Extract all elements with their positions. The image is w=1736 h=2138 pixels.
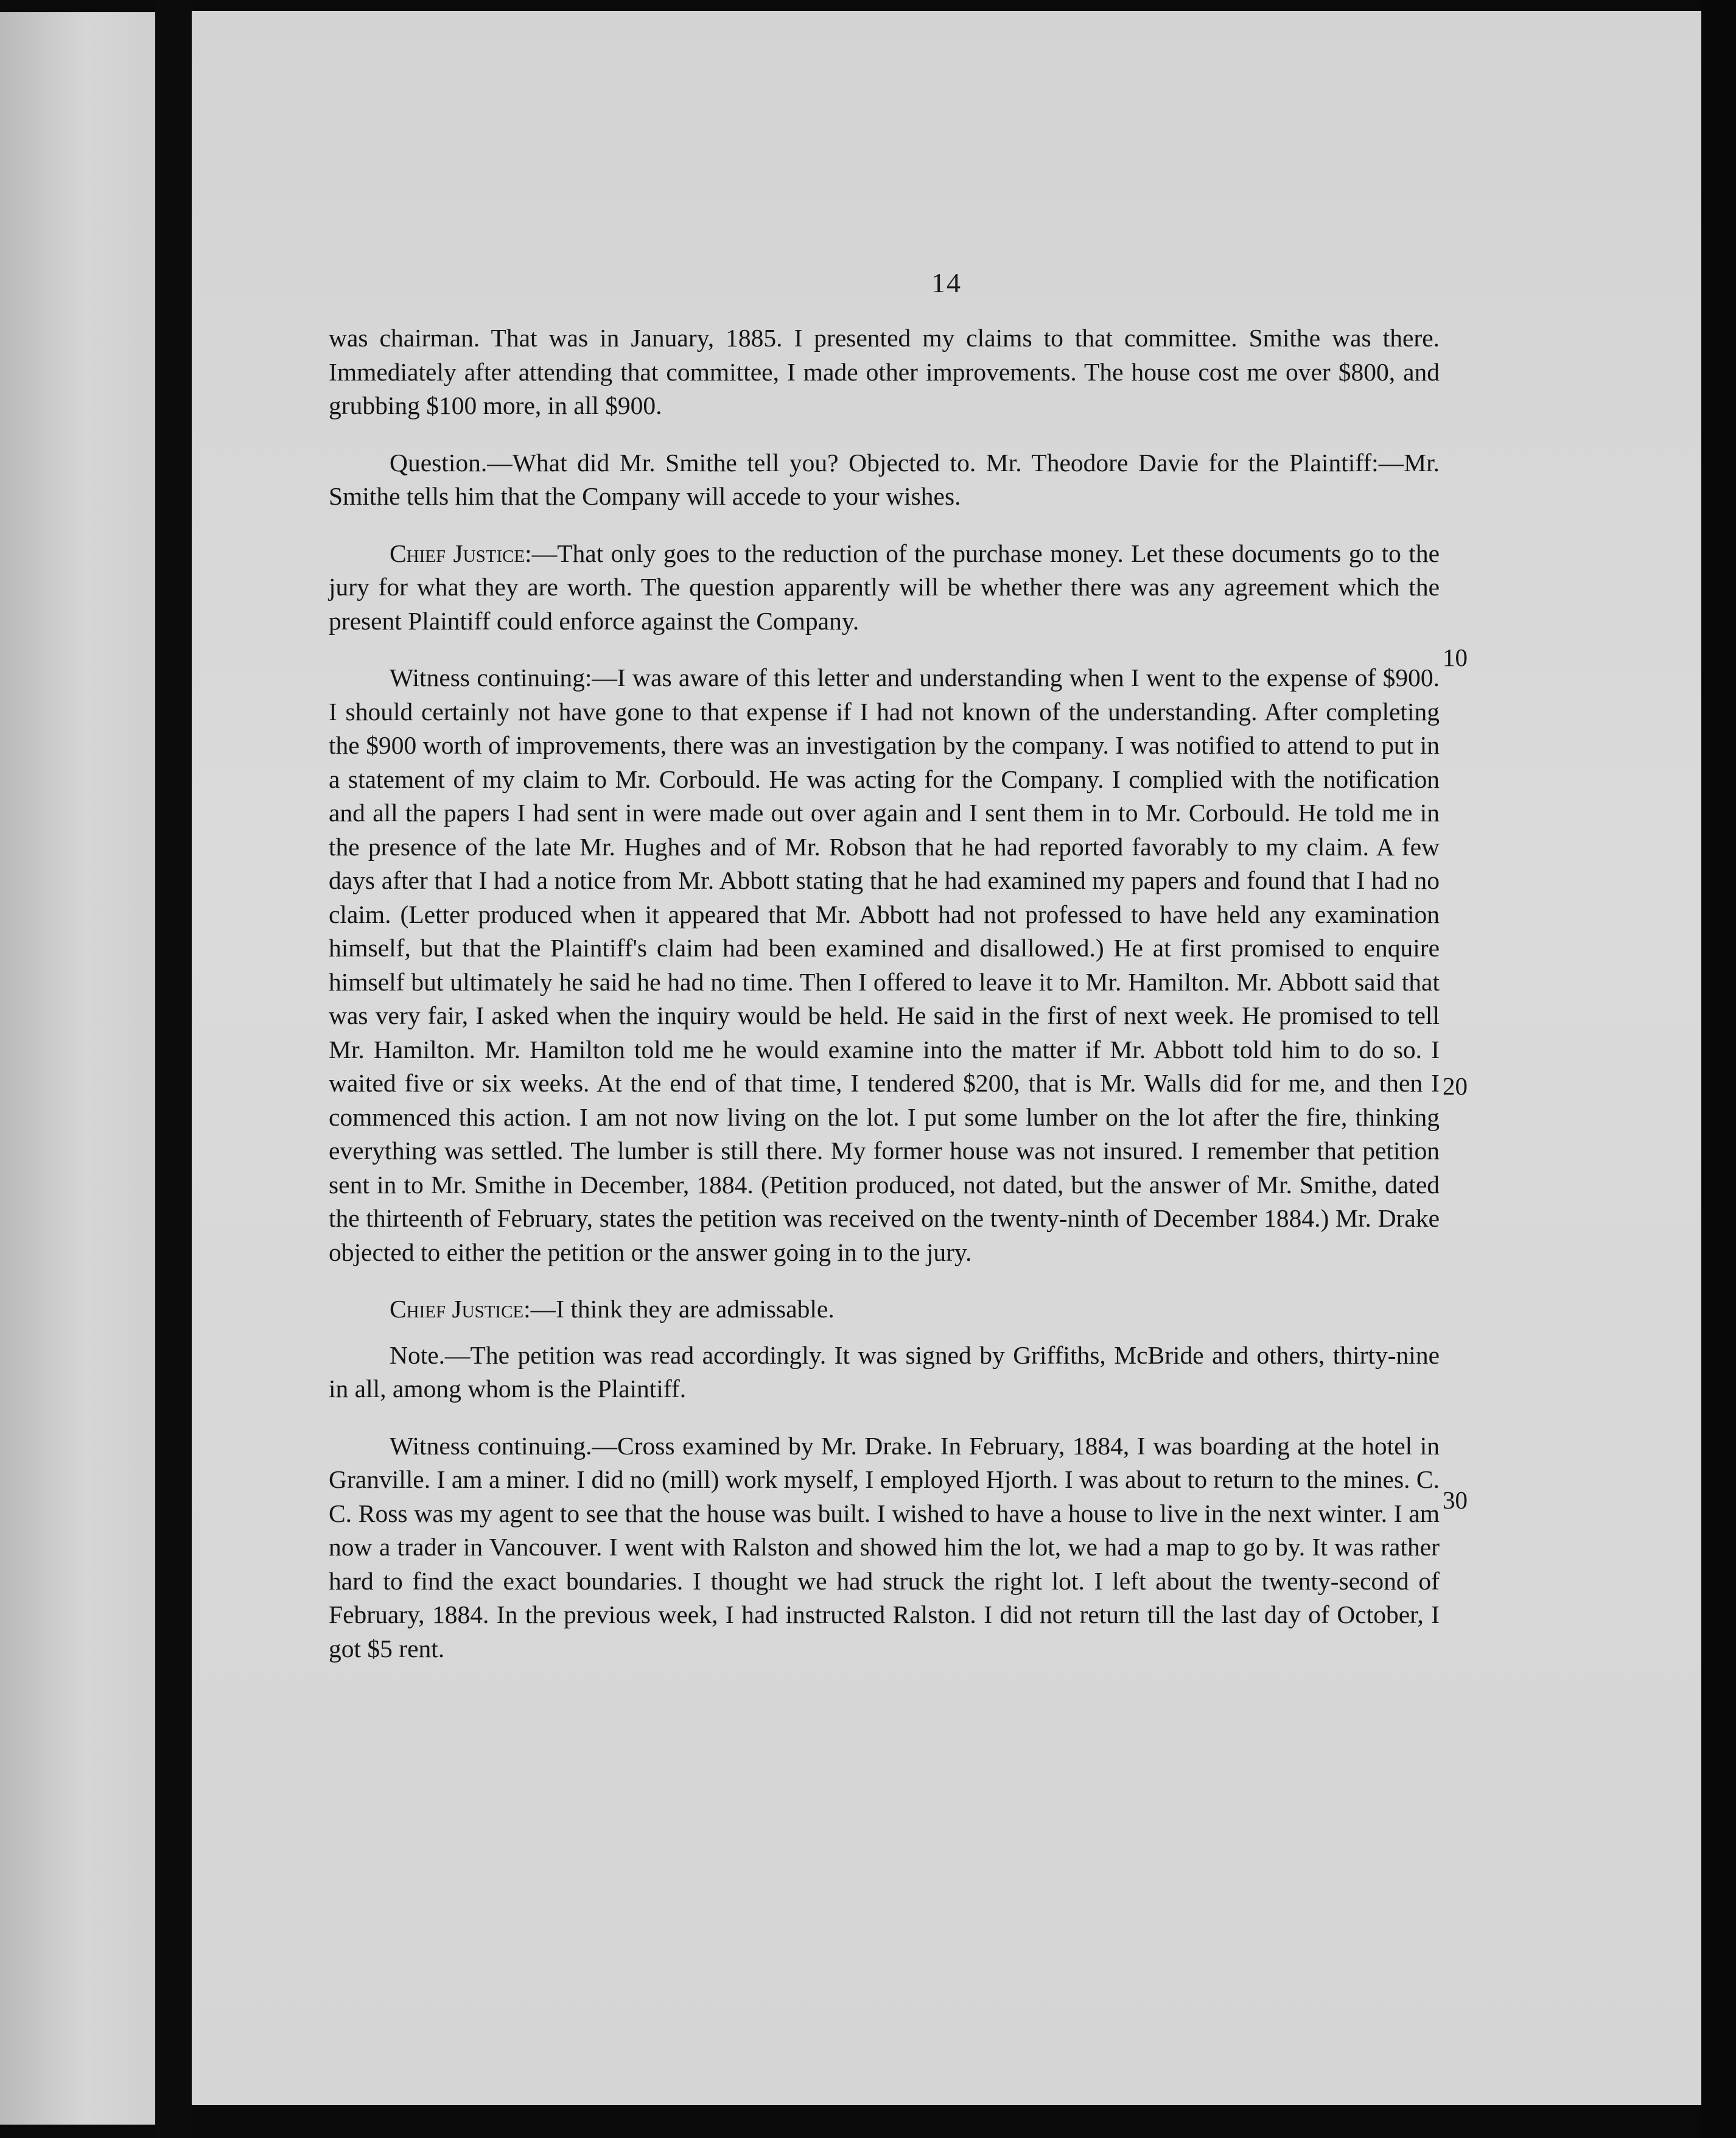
speaker-text: :—I think they are admissable. — [523, 1295, 835, 1323]
paragraph-witness-continuing: Witness continuing:—I was aware of this letter and understanding when I went to the expense of $900. I should certainly not have gone to that expense if I had not known of the understanding. After completing the $900 worth of improvements, there was an investigation by the company. I was notified to attend to put in a statement of my claim to Mr. Corbould. He was acting for the Company. I complied with the notification and all the papers I had sent in were made out over again and I sent them in to Mr. Corbould. He told me in the presence of the late Mr. Hughes and of Mr. Robson that he had reported favorably to my claim. A few days after that I had a notice from Mr. Abbott stating that he had examined my papers and found that I had no claim. (Letter produced when it appeared that Mr. Abbott had not professed to have held any examination himself, but that the Plaintiff's claim had been examined and disallowed.) He at first promised to enquire himself but ultimately he said he had no time. Then I offered to leave it to Mr. Hamilton. Mr. Abbott said that was very fair, I asked when the inquiry would be held. He said in the first of next week. He promised to tell Mr. Hamilton. Mr. Hamilton told me he would examine into the matter if Mr. Abbott told him to do so. I waited five or six weeks. At the end of that time, I tendered $200, that is Mr. Walls did for me, and then I commenced this action. I am not now living on the lot. I put some lumber on the lot after the fire, thinking everything was settled. The lumber is still there. My former house was not insured. I remember that petition sent in to Mr. Smithe in December, 1884. (Petition produced, not dated, but the answer of Mr. Smithe, dated the thirteenth of February, states the petition was received on the twenty-ninth of December 1884.) Mr. Drake objected to either the petition or the answer going in to the jury. — [329, 664, 1440, 1266]
paragraph-cross-examination: Witness continuing.—Cross examined by Mr. Drake. In February, 1884, I was boarding at the hotel in Granville. I am a miner. I did no (mill) work myself, I employed Hjorth. I was about to return to the mines. C. C. Ross was my agent to see that the house was built. I wished to have a house to live in the next winter. I am now a trader in Vancouver. I went with Ralston and showed him the lot, we had a map to go by. It was rather hard to find the exact boundaries. I thought we had struck the right lot. I left about the twenty-second of February, 1884. In the previous week, I had instructed Ralston. I did not return till the last day of October, I got $5 rent. — [329, 1431, 1440, 1663]
page-number: 14 — [931, 267, 962, 298]
speaker-label: Chief Justice — [390, 539, 525, 567]
speaker-label: Chief Justice — [390, 1295, 524, 1323]
paragraph-question: Question.—What did Mr. Smithe tell you? Objected to. Mr. Theodore Davie for the Plaintiff:—Mr. Smithe tells him that the Company will accede to your wishes. — [329, 448, 1440, 510]
paragraph-note: Note.—The petition was read accordingly. It was signed by Griffiths, McBride and others, thirty-nine in all, among whom is the Plaintiff. — [329, 1341, 1440, 1403]
paragraph-committee: was chairman. That was in January, 1885. I presented my claims to that committee. Smithe was there. Immediately after attending that committee, I made other improvements. The house cost me over $800, and grubbing $100 more, in all $900. — [329, 324, 1440, 419]
page-body — [329, 321, 1440, 1666]
line-number-10: 10 — [1443, 643, 1468, 671]
book-gutter — [155, 0, 192, 2138]
paragraph-chief-justice-2 — [329, 1292, 1440, 1327]
document-page — [192, 11, 1701, 2105]
facing-page-edge — [0, 12, 155, 2125]
speaker-text: :—That only goes to the reduction of the purchase money. Let these documents go to the jury for what they are worth. The question apparently will be whether there was any agreement which the present Plaintiff could enforce against the Company. — [329, 539, 1440, 635]
scan-border-right — [1701, 0, 1736, 2138]
line-number-30: 30 — [1443, 1486, 1468, 1514]
paragraph-chief-justice-1 — [329, 537, 1440, 639]
line-number-20: 20 — [1443, 1072, 1468, 1100]
